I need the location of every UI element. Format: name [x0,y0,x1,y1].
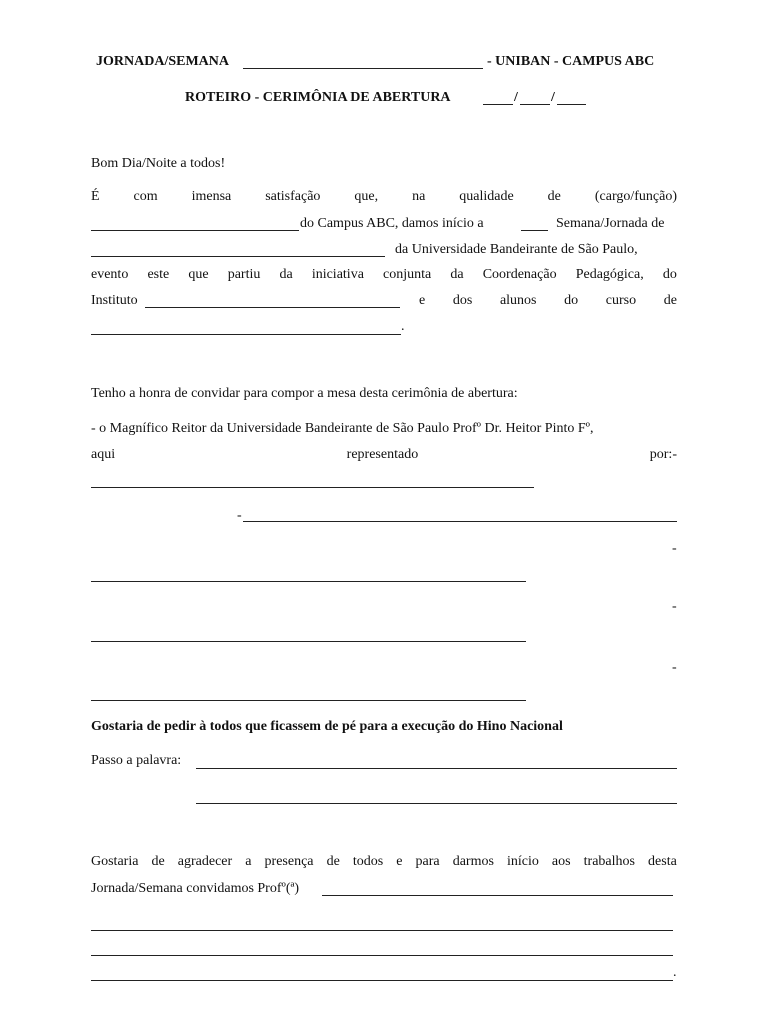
date-slash-2: / [551,90,555,105]
intro-word: que [188,267,209,282]
rector-word: por:- [649,447,677,462]
intro-word: iniciativa [311,267,364,282]
rector-line-1: - o Magnífico Reitor da Universidade Bandeirante de São Paulo Profº Dr. Heitor Pinto Fº, [91,421,594,436]
intro-word: (cargo/função) [594,189,677,204]
passo-label: Passo a palavra: [91,753,182,768]
thanks-word: para [415,854,440,869]
header-title-right: - UNIBAN - CAMPUS ABC [487,54,655,69]
intro-word: na [412,189,426,204]
thanks-word: agradecer [177,854,233,869]
member-dash-3: - [672,599,677,614]
prof-name-blank [322,881,673,896]
jornada-name-blank [91,242,385,257]
member-blank-1 [243,507,677,522]
intro-word: imensa [191,189,232,204]
rector-representative-blank [91,473,534,488]
intro-word: evento [91,267,129,282]
thanks-word: de [151,854,165,869]
member-dash-2: - [672,541,677,556]
intro-word: qualidade [459,189,514,204]
header-title-left: JORNADA/SEMANA [96,54,229,69]
intro-line-2b: Semana/Jornada de [556,216,665,231]
intro-word: Pedagógica, [575,267,644,282]
header-subtitle: ROTEIRO - CERIMÔNIA DE ABERTURA [185,90,451,105]
intro-word: da [279,267,293,282]
semana-number-blank [521,216,548,231]
invite-text: Tenho a honra de convidar para compor a mesa desta cerimônia de abertura: [91,386,518,401]
thanks-word: desta [648,854,677,869]
intro-word: partiu [227,267,261,282]
intro-line-5b [419,292,677,310]
header-blank-line [243,53,483,69]
intro-word: este [147,267,170,282]
thanks-word: e [396,854,403,869]
member-blank-4 [91,686,526,701]
intro-period: . [401,319,405,334]
thanks-blank-1 [91,916,673,931]
thanks-word: aos [551,854,571,869]
intro-word: que, [354,189,379,204]
thanks-word: presença [264,854,314,869]
date-month-blank [520,89,550,105]
intro-word: de [663,293,677,308]
thanks-word: trabalhos [583,854,635,869]
intro-word: conjunta [383,267,432,282]
intro-word: curso [605,293,637,308]
intro-line-3: da Universidade Bandeirante de São Paulo, [395,242,638,257]
member-dash-4: - [672,660,677,675]
rector-line-2 [91,446,677,464]
instituto-blank-line [145,293,400,308]
thanks-word: a [245,854,252,869]
thanks-word: darmos [452,854,494,869]
intro-word: do [564,293,579,308]
thanks-period: . [673,965,677,980]
intro-word: satisfação [265,189,321,204]
intro-word: É [91,189,100,204]
rector-word: representado [346,447,419,462]
thanks-line-2: Jornada/Semana convidamos Profº(ª) [91,881,300,896]
intro-word: alunos [499,293,537,308]
intro-word: Coordenação [482,267,557,282]
thanks-word: início [506,854,539,869]
passo-blank-1 [196,754,677,769]
member-dash-1: - [237,508,242,523]
curso-blank-line [91,320,401,335]
intro-line-1 [91,188,677,206]
intro-word: e [419,293,426,308]
intro-line-2a: do Campus ABC, damos início a [300,216,484,231]
intro-word: do [662,267,677,282]
passo-blank-2 [196,789,677,804]
member-blank-3 [91,627,526,642]
date-year-blank [557,89,586,105]
intro-word: dos [452,293,473,308]
intro-line-4 [91,266,677,284]
thanks-line-1 [91,853,677,871]
greeting-text: Bom Dia/Noite a todos! [91,156,226,171]
thanks-word: de [326,854,340,869]
date-day-blank [483,89,513,105]
date-slash-1: / [514,90,518,105]
thanks-word: todos [352,854,384,869]
intro-word: com [133,189,158,204]
anthem-text: Gostaria de pedir à todos que ficassem de pé para a execução do Hino Nacional [91,719,563,734]
rector-word: aqui [91,447,116,462]
thanks-word: Gostaria [91,854,139,869]
intro-line-5a: Instituto [91,293,138,308]
intro-word: de [547,189,561,204]
thanks-blank-3 [91,966,673,981]
member-blank-2 [91,567,526,582]
cargo-blank-line [91,216,299,231]
intro-word: da [450,267,464,282]
thanks-blank-2 [91,941,673,956]
